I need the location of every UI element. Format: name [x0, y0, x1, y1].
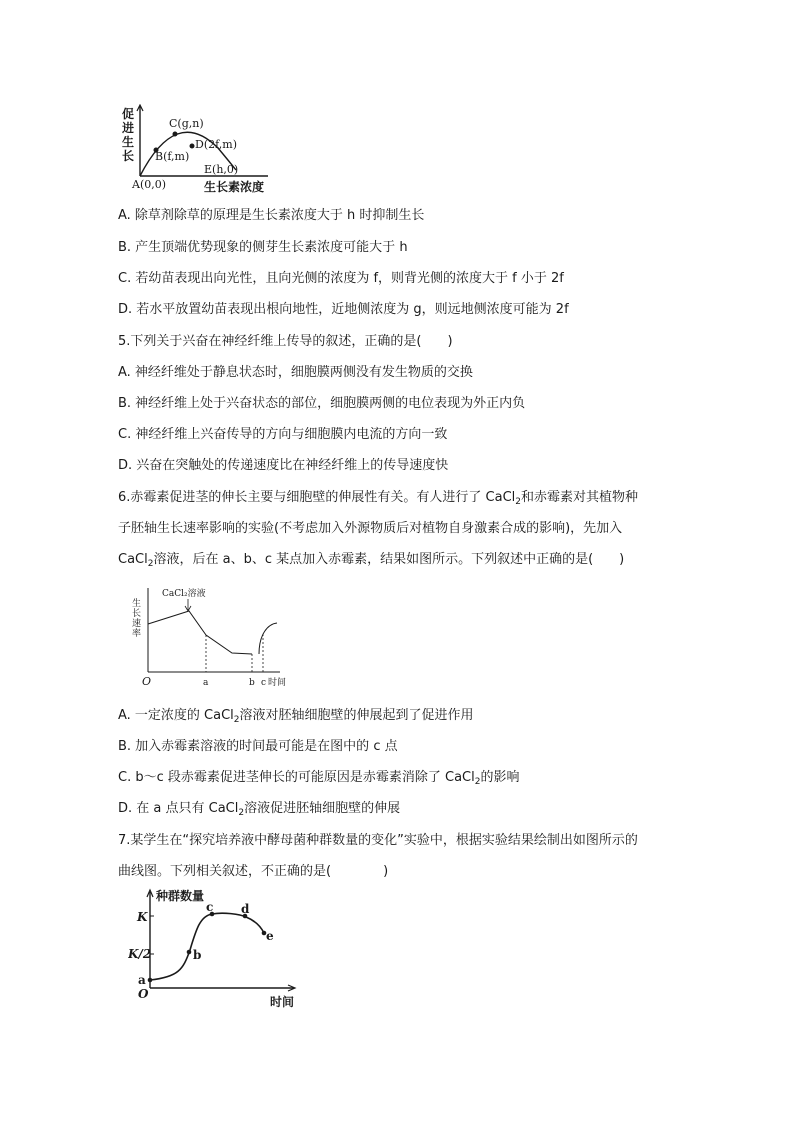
fig3-label-b: b: [193, 948, 202, 962]
fig3-curve: [150, 913, 264, 980]
fig2-ylabel-3: 速: [132, 619, 142, 629]
q4-option-a: A. 除草剂除草的原理是生长素浓度大于 h 时抑制生长: [118, 208, 425, 223]
q6-option-a: A. 一定浓度的 CaCl$_2$溶液对胚轴细胞壁的伸展起到了促进作用: [118, 708, 474, 725]
q7-stem-line1: 7.某学生在“探究培养液中酵母菌种群数量的变化”实验中，根据实验结果绘制出如图所示的: [118, 833, 638, 848]
fig1-ylabel-3: 生: [122, 135, 135, 149]
q6-stem-line2: 子胚轴生长速率影响的实验(不考虑加入外源物质后对植物自身激素合成的影响)，先加入: [118, 521, 623, 536]
fig3-label-a: a: [138, 973, 146, 987]
growth-curve-figure: [118, 104, 288, 200]
fig1-label-e: E(h,0): [204, 163, 239, 176]
q6-option-c: C. b～c 段赤霉素促进茎伸长的可能原因是赤霉素消除了 CaCl$_2$的影响: [118, 770, 520, 787]
fig1-label-d: D(2f,m): [195, 138, 238, 151]
fig2-tick-a: a: [203, 678, 209, 688]
fig2-ylabel-4: 率: [132, 629, 142, 639]
q4-option-c: C. 若幼苗表现出向光性，且向光侧的浓度为 f，则背光侧的浓度大于 f 小于 2f: [118, 271, 564, 286]
fig1-ylabel-4: 长: [122, 149, 135, 163]
fig2-curve: [148, 611, 252, 654]
fig1-label-a: A(0,0): [132, 178, 167, 191]
population-curve-figure: [128, 884, 304, 1012]
fig3-label-d: d: [241, 902, 250, 916]
fig3-xlabel: 时间: [270, 995, 295, 1009]
fig2-ylabel-1: 生: [132, 599, 142, 609]
q5-option-c: C. 神经纤维上兴奋传导的方向与细胞膜内电流的方向一致: [118, 427, 448, 442]
fig3-origin: O: [138, 987, 149, 1001]
q6-option-d: D. 在 a 点只有 CaCl$_2$溶液促进胚轴细胞壁的伸展: [118, 801, 401, 818]
fig1-label-b: B(f,m): [155, 150, 190, 163]
q5-stem: 5.下列关于兴奋在神经纤维上传导的叙述，正确的是( ): [118, 334, 453, 349]
fig3-ylabel: 种群数量: [156, 889, 205, 903]
fig2-curve-rise: [259, 623, 277, 654]
q5-option-a: A. 神经纤维处于静息状态时，细胞膜两侧没有发生物质的交换: [118, 365, 473, 380]
fig2-tick-c: c: [261, 678, 267, 688]
fig3-label-e: e: [266, 929, 274, 943]
fig2-tick-b: b: [249, 678, 255, 688]
fig1-xlabel: 生长素浓度: [204, 180, 265, 194]
fig1-label-c: C(g,n): [169, 117, 204, 130]
q6-stem-line1: 6.赤霉素促进茎的伸长主要与细胞壁的伸展性有关。有人进行了 CaCl$_2$和赤霉素对其植物种: [118, 490, 639, 507]
fig1-ylabel-1: 促: [122, 107, 135, 121]
q5-option-b: B. 神经纤维上处于兴奋状态的部位，细胞膜两侧的电位表现为外正内负: [118, 396, 526, 411]
fig3-label-c: c: [206, 900, 214, 914]
q4-option-d: D. 若水平放置幼苗表现出根向地性，近地侧浓度为 g，则远地侧浓度可能为 2f: [118, 302, 569, 317]
q7-stem-line2: 曲线图。下列相关叙述，不正确的是( ): [118, 864, 389, 879]
fig3-ytick-k: K: [137, 910, 148, 924]
growth-rate-figure: [128, 584, 293, 694]
fig1-point-d: [190, 144, 195, 149]
fig2-annotation: CaCl₂溶液: [162, 589, 206, 599]
fig2-xlabel: 时间: [268, 678, 287, 688]
fig1-ylabel-2: 进: [122, 121, 135, 135]
q4-option-b: B. 产生顶端优势现象的侧芽生长素浓度可能大于 h: [118, 240, 408, 255]
fig2-ylabel-2: 长: [132, 609, 142, 619]
fig1-point-c: [173, 132, 178, 137]
fig3-ytick-k2: K/2: [128, 947, 152, 961]
q6-option-b: B. 加入赤霉素溶液的时间最可能是在图中的 c 点: [118, 739, 398, 754]
fig3-point-a: [148, 978, 153, 983]
q6-stem-line3: CaCl$_2$溶液，后在 a、b、c 某点加入赤霉素，结果如图所示。下列叙述中正确的是( ): [118, 552, 625, 569]
fig3-point-b: [187, 950, 192, 955]
q5-option-d: D. 兴奋在突触处的传递速度比在神经纤维上的传导速度快: [118, 458, 449, 473]
fig2-origin: O: [142, 675, 152, 688]
